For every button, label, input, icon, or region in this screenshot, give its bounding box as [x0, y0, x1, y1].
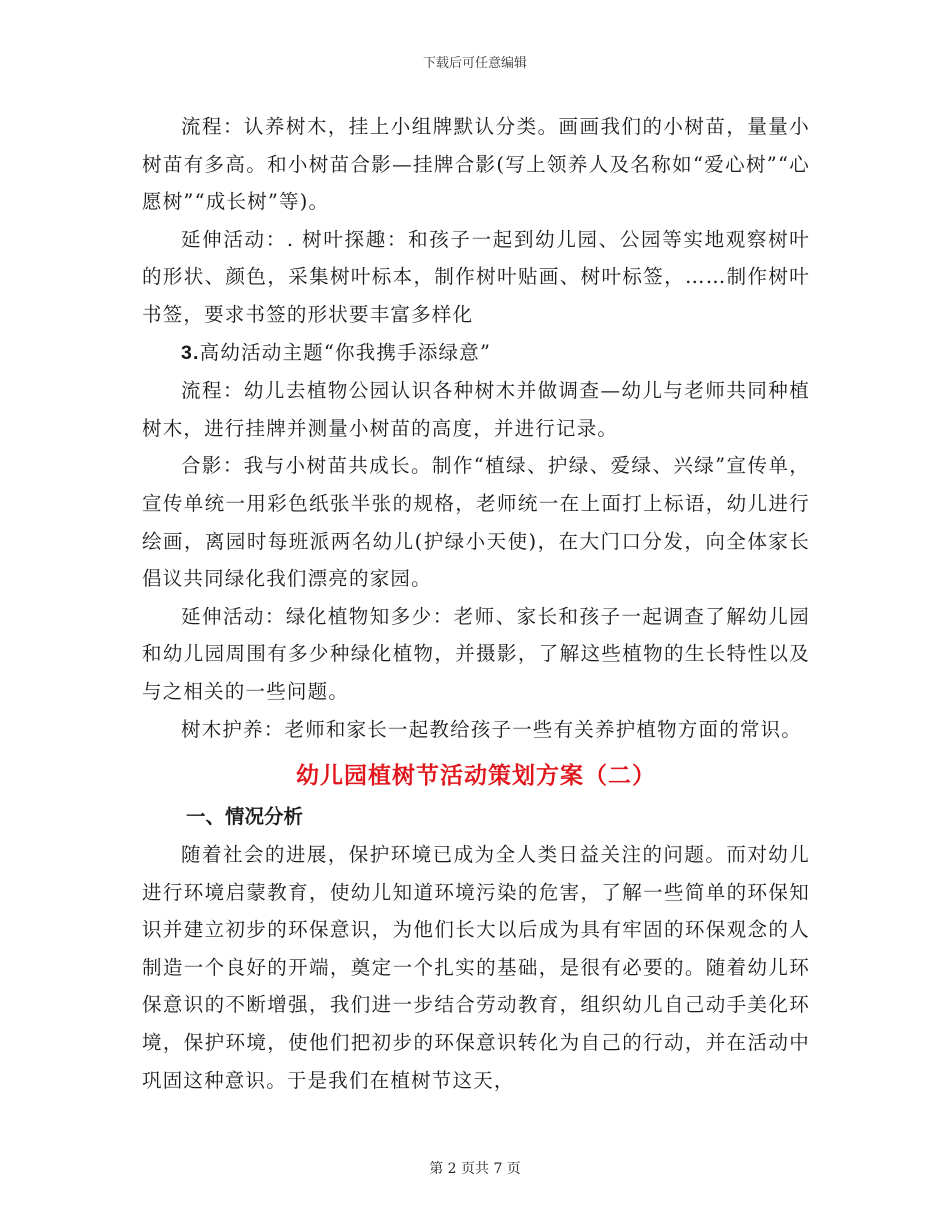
- paragraph-tree-care: 树木护养：老师和家长一起教给孩子一些有关养护植物方面的常识。: [181, 717, 803, 741]
- paragraph-photo: 合影：我与小树苗共成长。制作“植绿、护绿、爱绿、兴绿”宣传单，宣传单统一用彩色纸张半张的规格，老师统一在上面打上标语，幼儿进行绘画，离园时每班派两名幼儿(护绿小天使)，在大门口分发，向全体家长倡议共同绿化我们漂亮的家园。: [142, 454, 810, 591]
- paragraph-extension: 延伸活动：. 树叶探趣：和孩子一起到幼儿园、公园等实地观察树叶的形状、颜色，采集树叶标本，制作树叶贴画、树叶标签，……制作树叶书签，要求书签的形状要丰富多样化: [142, 227, 810, 326]
- paragraph-extension-2: 延伸活动：绿化植物知多少：老师、家长和孩子一起调查了解幼儿园和幼儿园周围有多少种绿化植物，并摄影，了解这些植物的生长特性以及与之相关的一些问题。: [142, 604, 810, 703]
- paragraph-process: 流程：认养树木，挂上小组牌默认分类。画画我们的小树苗，量量小树苗有多高。和小树苗合影—挂牌合影(写上领养人及名称如“爱心树”“心愿树”“成长树”等)。: [142, 115, 810, 214]
- list-item-text: 高幼活动主题“你我携手添绿意”: [199, 340, 492, 364]
- list-item-3: [142, 334, 810, 373]
- paragraph-process-2: 流程：幼儿去植物公园认识各种树木并做调查—幼儿与老师共同种植树木，进行挂牌并测量小树苗的高度，并进行记录。: [142, 379, 810, 440]
- page-header: 下载后可任意编辑: [422, 56, 527, 71]
- section-heading: 一、情况分析: [186, 805, 304, 829]
- section-title: 幼儿园植树节活动策划方案（二）: [296, 763, 656, 790]
- paragraph-situation: 随着社会的进展，保护环境已成为全人类日益关注的问题。而对幼儿进行环境启蒙教育，使幼儿知道环境污染的危害，了解一些简单的环保知识并建立初步的环保意识，为他们长大以后成为具有牢固的环保观念的人制造一个良好的开端，奠定一个扎实的基础，是很有必要的。随着幼儿环保意识的不断增强，我们进一步结合劳动教育，组织幼儿自己动手美化环境，保护环境，使他们把初步的环保意识转化为自己的行动，并在活动中巩固这种意识。于是我们在植树节这天，: [142, 843, 810, 1092]
- document-body: [142, 108, 810, 1099]
- list-number: 3.: [181, 341, 200, 364]
- page-footer: 第 2 页共 7 页: [429, 1161, 521, 1177]
